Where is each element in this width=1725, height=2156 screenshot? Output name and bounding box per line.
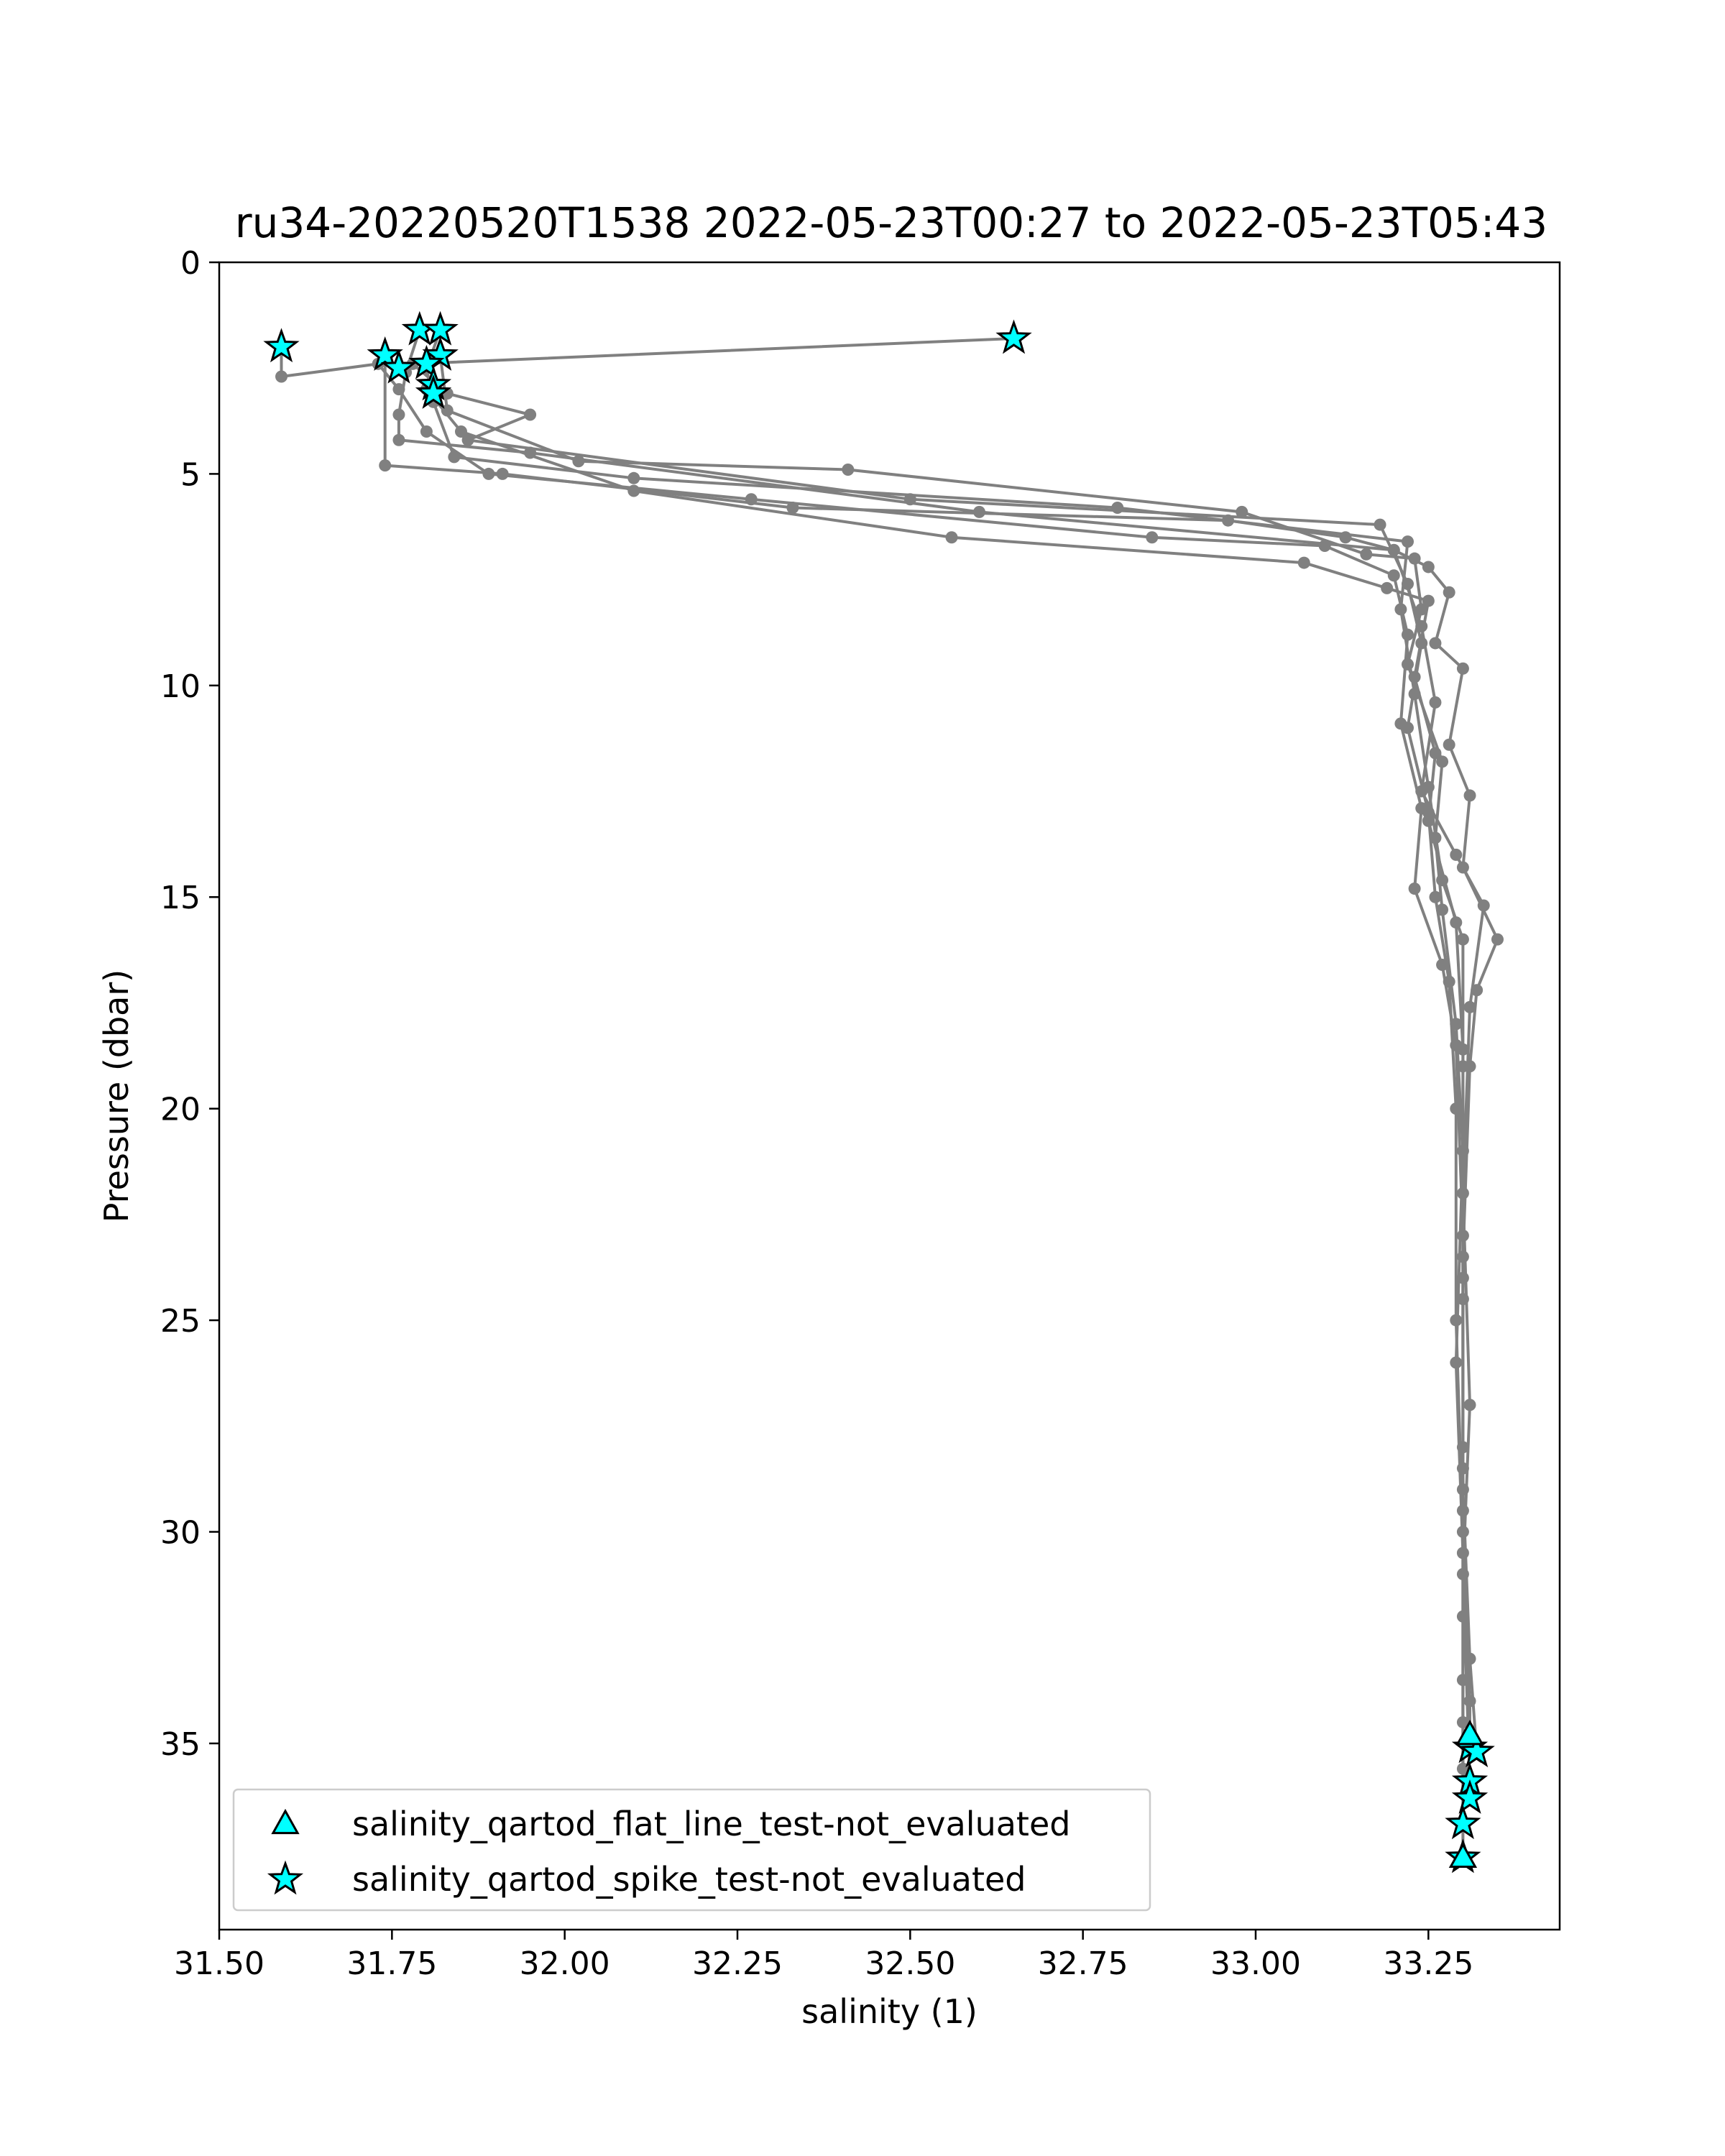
profile-point: [1402, 535, 1414, 548]
profile-point: [1402, 629, 1414, 641]
profile-point: [455, 425, 467, 438]
profile-point: [392, 383, 405, 395]
profile-point: [1409, 553, 1421, 565]
profile-point: [392, 434, 405, 446]
profile-point: [1429, 747, 1441, 760]
profile-point: [1409, 883, 1421, 895]
profile-point: [1388, 544, 1400, 556]
chart-title: ru34-20220520T1538 2022-05-23T00:27 to 2022-05-23T05:43: [234, 198, 1548, 247]
profile-point: [1491, 934, 1504, 946]
profile-point: [1422, 595, 1435, 607]
x-tick-label: 31.75: [346, 1945, 438, 1982]
profile-point: [572, 455, 584, 467]
profile-point: [1146, 531, 1158, 543]
profile-point: [1443, 739, 1455, 751]
profile-point: [1457, 663, 1469, 675]
profile-point: [1457, 1505, 1469, 1517]
y-tick-label: 30: [160, 1514, 201, 1552]
profile-point: [1464, 789, 1476, 801]
profile-point: [1457, 862, 1469, 874]
x-tick-label: 33.25: [1383, 1945, 1474, 1982]
profile-point: [1429, 637, 1441, 649]
profile-point: [1436, 903, 1448, 916]
y-tick-label: 20: [160, 1091, 201, 1128]
x-tick-label: 31.50: [174, 1945, 264, 1982]
y-tick-label: 5: [180, 456, 201, 494]
profile-point: [420, 425, 433, 438]
legend-label: salinity_qartod_spike_test-not_evaluated: [352, 1860, 1026, 1899]
legend-label: salinity_qartod_flat_line_test-not_evaluated: [352, 1805, 1071, 1843]
x-tick-label: 33.00: [1210, 1945, 1301, 1982]
x-tick-label: 32.25: [692, 1945, 783, 1982]
profile-point: [1415, 802, 1427, 814]
y-tick-label: 25: [160, 1303, 201, 1340]
profile-point: [1450, 849, 1462, 861]
profile-point: [524, 408, 536, 420]
x-tick-label: 32.75: [1037, 1945, 1128, 1982]
x-tick-label: 32.00: [519, 1945, 610, 1982]
profile-point: [1436, 959, 1448, 971]
profile-point: [1422, 815, 1435, 827]
profile-point: [379, 459, 391, 471]
profile-point: [1450, 1356, 1462, 1368]
profile-point: [1464, 1399, 1476, 1411]
profile-point: [275, 370, 288, 382]
profile-point: [946, 531, 958, 543]
legend: [234, 1789, 1150, 1910]
profile-point: [1457, 1044, 1469, 1056]
profile-point: [1360, 548, 1372, 561]
profile-point: [1236, 506, 1248, 518]
profile-point: [842, 464, 854, 476]
profile-point: [1388, 569, 1400, 581]
profile-point: [1457, 934, 1469, 946]
profile-point: [1443, 586, 1455, 599]
profile-point: [1464, 1060, 1476, 1072]
profile-point: [1298, 557, 1310, 569]
profile-point: [627, 484, 640, 497]
profile-point: [1111, 502, 1123, 514]
y-tick-label: 35: [160, 1726, 201, 1763]
y-tick-label: 15: [160, 880, 201, 917]
y-axis-label: Pressure (dbar): [97, 969, 136, 1223]
profile-point: [1222, 515, 1234, 527]
profile-point: [1422, 561, 1435, 573]
profile-point: [1409, 671, 1421, 683]
profile-point: [1339, 531, 1351, 543]
profile-point: [1450, 916, 1462, 929]
y-tick-label: 10: [160, 668, 201, 705]
y-tick-label: 0: [180, 245, 201, 282]
x-axis-label: salinity (1): [801, 1992, 978, 2031]
profile-point: [1374, 519, 1386, 531]
profile-point: [1429, 696, 1441, 709]
profile-point: [627, 472, 640, 484]
profile-point: [392, 408, 405, 420]
profile-point: [1394, 717, 1407, 729]
profile-point: [1471, 984, 1483, 996]
profile-point: [1402, 658, 1414, 671]
x-tick-label: 32.50: [865, 1945, 956, 1982]
profile-point: [497, 468, 509, 480]
profile-point: [1457, 1293, 1469, 1305]
profile-point: [1381, 582, 1393, 594]
